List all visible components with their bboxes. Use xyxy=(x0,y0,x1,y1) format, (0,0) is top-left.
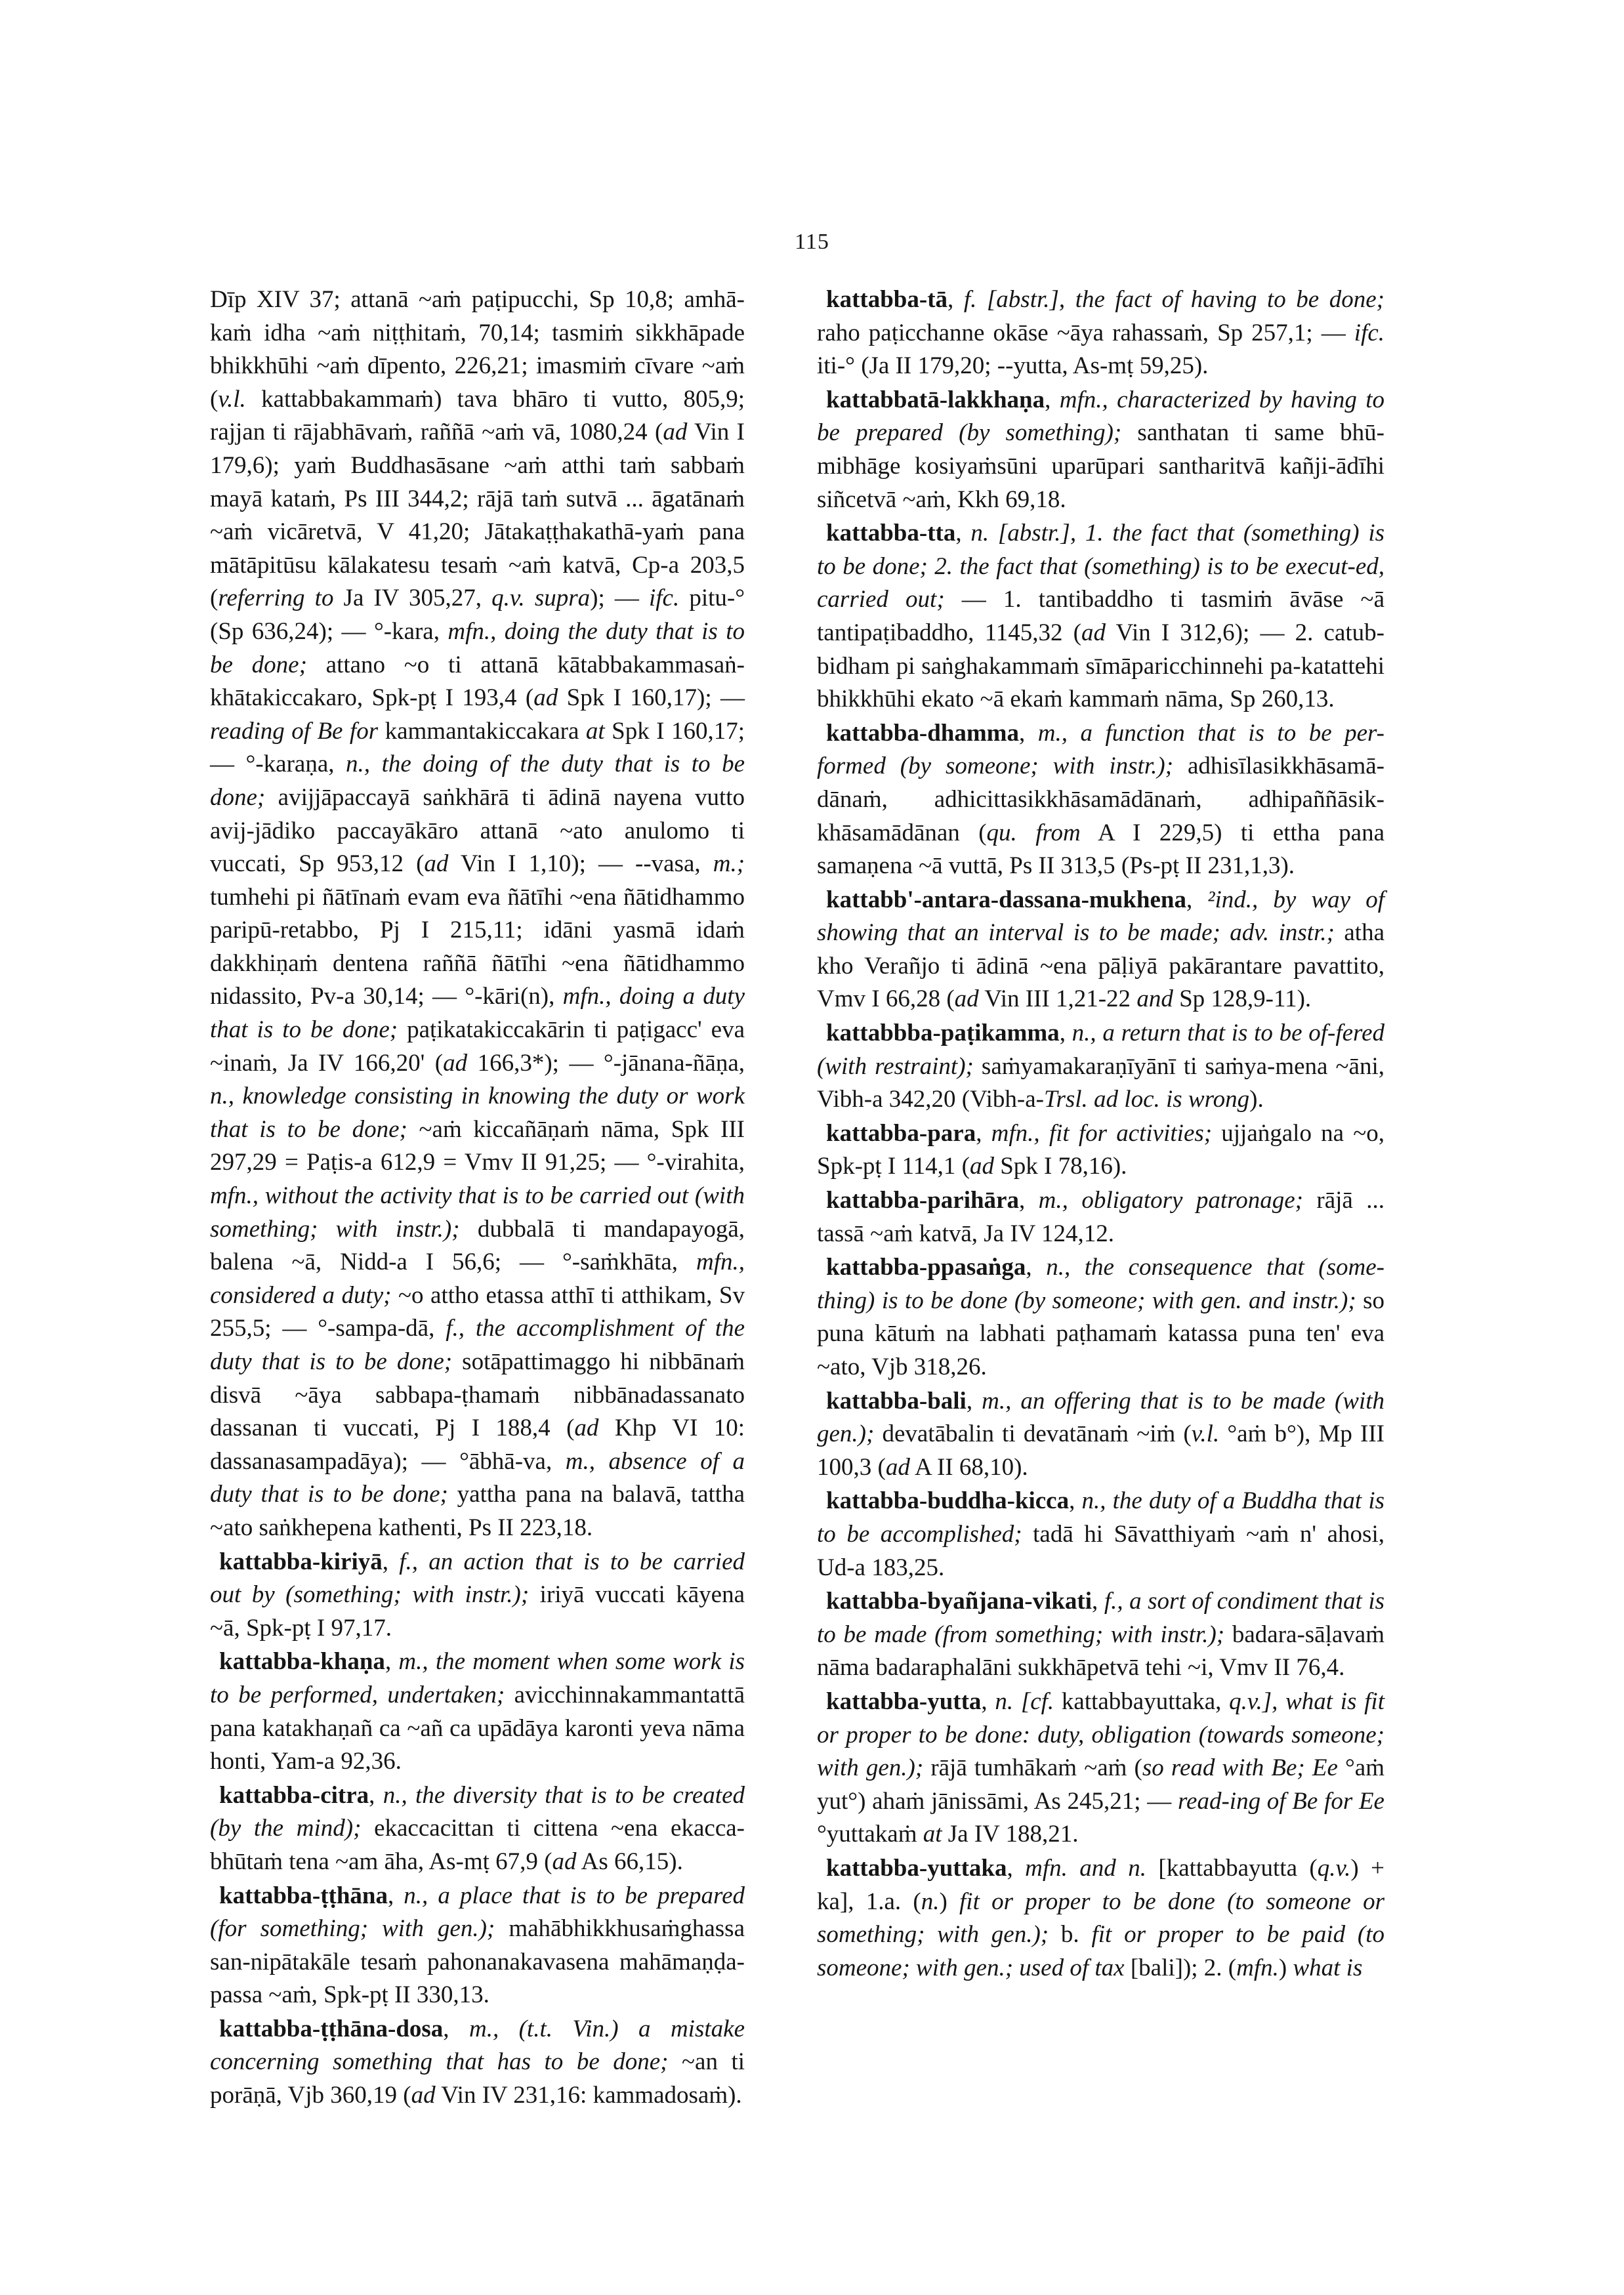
entry-headword: kattabba-khaṇa xyxy=(219,1648,385,1676)
entry-text: A I 229,5) ti ettha pana samaṇena ~ā vuttā, Ps II 313,5 (Ps-pṭ II 231,1,3). xyxy=(817,819,1385,880)
entry-gloss-italic: so read with Be; Ee xyxy=(1142,1754,1338,1782)
entry-continuation xyxy=(210,283,745,1545)
entry-gloss-italic: q.v. xyxy=(1317,1854,1351,1882)
entry-gloss-italic: n. xyxy=(921,1888,940,1915)
entry-text: , xyxy=(1092,1588,1104,1615)
entry-gloss-italic: f. [abstr.], the fact of having to be done; xyxy=(963,286,1385,313)
entry-text: Vin IV 231,16: kammadosaṁ). xyxy=(435,2082,742,2109)
entry-text: pitu-° (Sp 636,24); — °-kara, xyxy=(210,585,745,645)
entry-gloss-italic: n. [cf. xyxy=(995,1687,1054,1715)
entry-text: °aṁ yut°) ahaṁ jānissāmi, As 245,21; — xyxy=(817,1754,1385,1815)
entry-text: rājā ... tassā ~aṁ katvā, Ja IV 124,12. xyxy=(817,1187,1385,1247)
entry-text: sotāpattimaggo hi nibbānaṁ disvā ~āya sabbapa-ṭhamaṁ nibbānadassanato dassanan ti vuccati, Pj I 188,4 ( xyxy=(210,1348,745,1442)
entry-gloss-italic: ad xyxy=(443,1049,468,1077)
entry-gloss-italic: ad xyxy=(969,1153,994,1180)
entry-headword: kattabba-ppasaṅga xyxy=(826,1254,1026,1281)
entry-text: ~o attho etassa atthī ti atthikam, Sv 255,5; — °-sampa-dā, xyxy=(210,1281,745,1342)
entry-text: — 1. tantibaddho ti tasmiṁ āvāse ~ā tantipaṭibaddho, 1145,32 ( xyxy=(817,586,1385,646)
entry-gloss-italic: ad xyxy=(885,1453,910,1481)
entry-gloss-italic: v.l. xyxy=(218,385,246,413)
entry-headword: kattabba-citra xyxy=(219,1781,369,1809)
entry-text: Vin I 1,10); — --vasa, xyxy=(448,850,713,878)
entry-text: Vin I 312,6); — 2. catub-bidham pi saṅghakammaṁ sīmāparicchinnehi pa-katattehi bhikkhūhi ekato ~ā ekaṁ kammaṁ nāma, Sp 260,13. xyxy=(817,619,1385,713)
entry-gloss-italic: read-ing of Be for Ee xyxy=(1178,1787,1385,1815)
entry-text: yattha pana na balavā, tattha ~ato saṅkhepena kathenti, Ps II 223,18. xyxy=(210,1481,745,1541)
entry-text: As 66,15). xyxy=(576,1848,683,1875)
entry-text: , xyxy=(382,1548,400,1575)
entry-gloss-italic: m., the moment when some work is to be performed, undertaken; xyxy=(210,1648,745,1708)
entry-headword: kattabba-dhamma xyxy=(826,719,1019,747)
entry-gloss-italic: n., the doing of the duty that is to be done; xyxy=(210,751,745,811)
entry-text: b. xyxy=(1049,1921,1092,1949)
entry-text: , xyxy=(1069,1487,1082,1515)
entry-headword: kattabba-bali xyxy=(826,1387,967,1415)
entry-headword: kattabba-para xyxy=(826,1119,976,1147)
page-number: 115 xyxy=(795,230,829,254)
entry-gloss-italic: f., the accomplishment of the duty that is to be done; xyxy=(210,1315,745,1375)
entry-gloss-italic: mfn., considered a duty; xyxy=(210,1249,745,1309)
entry-text: atha kho Verañjo ti ādinā ~ena pāḷiyā pakārantare pavattito, Vmv I 66,28 ( xyxy=(817,919,1385,1013)
entry-headword: kattabba-yuttaka xyxy=(826,1854,1007,1882)
entry-text: , xyxy=(1026,1254,1047,1281)
entry-text: , xyxy=(1007,1854,1026,1882)
entry-gloss-italic: mfn., doing the duty that is to be done; xyxy=(210,617,745,678)
entry-gloss-italic: m., (t.t. Vin.) a mistake concerning something that has to be done; xyxy=(210,2015,745,2076)
entry-gloss-italic: ad xyxy=(533,684,558,712)
entry-gloss-italic: at xyxy=(923,1821,942,1848)
entry-text: kammantakiccakara xyxy=(378,717,586,745)
entry-gloss-italic: ²ind., by way of showing that an interval is to be made; adv. instr.; xyxy=(817,886,1385,947)
entry-gloss-italic: mfn., doing a duty that is to be done; xyxy=(210,983,745,1044)
dictionary-entry xyxy=(817,1685,1385,1851)
entry-text: santhatan ti same bhū-mibhāge kosiyaṁsūni uparūpari santharitvā kañji-ādīhi siñcetvā ~aṁ, Kkh 69,18. xyxy=(817,419,1385,513)
entry-gloss-italic: ifc. xyxy=(1354,319,1385,346)
entry-headword: kattabba-ṭṭhāna-dosa xyxy=(219,2015,444,2042)
entry-text: ekaccacittan ti cittena ~ena ekacca-bhūtaṁ tena ~am āha, As-mṭ 67,9 ( xyxy=(210,1815,745,1875)
dictionary-entry xyxy=(817,1585,1385,1685)
entry-gloss-italic: mfn., characterized by having to be prepared (by something); xyxy=(817,386,1385,447)
dictionary-entry xyxy=(817,1117,1385,1184)
entry-text: ). xyxy=(1249,1086,1264,1113)
entry-text: ~an ti porāṇā, Vjb 360,19 ( xyxy=(210,2048,745,2109)
entry-text: saṁyamakaraṇīyānī ti saṁya-mena ~āni, Vibh-a 342,20 (Vibh-a- xyxy=(817,1052,1385,1113)
entry-text: °aṁ b°), Mp III 100,3 ( xyxy=(817,1420,1385,1481)
dictionary-entry xyxy=(210,1880,745,2012)
dictionary-entry xyxy=(817,517,1385,716)
entry-gloss-italic: mfn., without the activity that is to be carried out (with something; with instr.); xyxy=(210,1182,745,1243)
entry-headword: kattabba-ṭṭhāna xyxy=(219,1882,388,1909)
entry-gloss-italic: mfn. and n. xyxy=(1025,1854,1146,1882)
entry-gloss-italic: n., a place that is to be prepared (for something; with gen.); xyxy=(210,1882,745,1943)
dictionary-entry xyxy=(210,1645,745,1778)
entry-text: iriyā vuccati kāyena ~ā, Spk-pṭ I 97,17. xyxy=(210,1581,745,1642)
entry-text: ) + ka], 1.a. ( xyxy=(817,1854,1385,1915)
entry-text: °yuttakaṁ xyxy=(817,1821,923,1848)
entry-gloss-italic: q.v. supra xyxy=(491,585,591,612)
dictionary-entry xyxy=(817,884,1385,1016)
entry-headword: kattabbatā-lakkhaṇa xyxy=(826,386,1045,413)
entry-gloss-italic: q.v.], what is fit or proper to be done: duty, obligation (towards someone; with gen.); xyxy=(817,1687,1385,1782)
dictionary-entry xyxy=(817,1385,1385,1485)
entry-gloss-italic: referring to xyxy=(218,585,334,612)
entry-text: A II 68,10). xyxy=(909,1453,1028,1481)
entry-text: , xyxy=(1186,886,1208,913)
entry-gloss-italic: mfn., fit for activities; xyxy=(991,1119,1213,1147)
entry-text: , xyxy=(1059,1020,1072,1047)
entry-text: tumhehi pi ñātīnaṁ evam eva ñātīhi ~ena ñātidhammo paripū-retabbo, Pj I 215,11; idāni yasmā idaṁ dakkhiṇaṁ dentena raññā ñātīhi ~ena ñātidhammo nidassito, Pv-a 30,14; — °-kāri(n), xyxy=(210,883,745,1010)
entry-text: , xyxy=(369,1781,383,1809)
dictionary-entry xyxy=(817,717,1385,883)
entry-text: , xyxy=(1018,1187,1039,1214)
dictionary-entry xyxy=(817,1017,1385,1117)
entry-gloss-italic: qu. from xyxy=(986,819,1081,846)
entry-text: avicchinnakammantattā pana katakhaṇañ ca ~añ ca upādāya karonti yeva nāma honti, Yam-a 92,36. xyxy=(210,1681,745,1775)
entry-gloss-italic: reading of Be for xyxy=(210,717,379,745)
dictionary-entry xyxy=(817,1485,1385,1584)
right-column xyxy=(817,283,1385,1985)
entry-gloss-italic: m., absence of a duty that is to be done; xyxy=(210,1447,745,1508)
entry-text: adhisīlasikkhāsamā-dānaṁ, adhicittasikkhāsamādānaṁ, adhipaññāsik-khāsamādānan ( xyxy=(817,753,1385,846)
dictionary-entry xyxy=(817,384,1385,516)
entry-gloss-italic: fit or proper to be paid (to someone; with gen.; used of tax xyxy=(817,1921,1385,1981)
entry-text: 166,3*); — °-jānana-ñāṇa, xyxy=(467,1049,745,1077)
entry-text: , xyxy=(1019,719,1038,747)
entry-headword: kattabba-yutta xyxy=(826,1687,982,1715)
entry-gloss-italic: m., an offering that is to be made (with gen.); xyxy=(817,1387,1385,1448)
entry-text: devatābalin ti devatānaṁ ~iṁ ( xyxy=(874,1420,1192,1448)
entry-text: so puna kātuṁ na labhati paṭhamaṁ katassa puna ten' eva ~ato, Vjb 318,26. xyxy=(817,1287,1385,1380)
entry-text: avijjāpaccayā saṅkhārā ti ādinā nayena vutto avij-jādiko paccayākāro attanā ~ato anulomo ti vuccati, Sp 953,12 ( xyxy=(210,783,745,878)
entry-text: , xyxy=(981,1687,995,1715)
entry-headword: kattabba-tta xyxy=(826,520,956,547)
entry-gloss-italic: and xyxy=(1136,985,1173,1013)
entry-gloss-italic: m., a function that is to be per-formed (by someone; with instr.); xyxy=(817,719,1385,780)
entry-text: Spk I 160,17); — xyxy=(558,684,745,712)
entry-gloss-italic: ad xyxy=(424,850,449,878)
entry-headword: kattabba-parihāra xyxy=(826,1187,1019,1214)
entry-gloss-italic: ad xyxy=(411,2082,436,2109)
entry-gloss-italic: f., an action that is to be carried out by (something; with instr.); xyxy=(210,1548,745,1609)
entry-text: rājā tumhākaṁ ~aṁ ( xyxy=(923,1754,1142,1782)
entry-text: paṭikatakiccakārin ti paṭigacc' eva ~inaṁ, Ja IV 166,20' ( xyxy=(210,1016,745,1077)
dictionary-entry xyxy=(817,1852,1385,1985)
entry-text: , xyxy=(976,1119,991,1147)
entry-text: Dīp XIV 37; attanā ~aṁ paṭipucchi, Sp 10,8; amhā-kaṁ idha ~aṁ niṭṭhitaṁ, 70,14; tasmiṁ sikkhāpade bhikkhūhi ~aṁ dīpento, 226,21; imasmiṁ cīvare ~aṁ ( xyxy=(210,286,745,413)
dictionary-entry xyxy=(210,1546,745,1645)
entry-text: raho paṭicchanne okāse ~āya rahassaṁ, Sp 257,1; — xyxy=(817,319,1354,346)
entry-text: Ja IV 305,27, xyxy=(333,585,492,612)
entry-gloss-italic: Trsl. ad loc. is wrong xyxy=(1043,1086,1250,1113)
entry-text: ) xyxy=(1278,1954,1293,1981)
entry-text: Vin III 1,21-22 xyxy=(978,985,1137,1013)
entry-text: ujjaṅgalo na ~o, Spk-pṭ I 114,1 ( xyxy=(817,1119,1385,1180)
entry-gloss-italic: ad xyxy=(1081,619,1106,646)
dictionary-entry xyxy=(817,283,1385,383)
entry-headword: kattabba-buddha-kicca xyxy=(826,1487,1070,1515)
dictionary-entry xyxy=(210,1779,745,1879)
entry-gloss-italic: n., knowledge consisting in knowing the duty or work that is to be done; xyxy=(210,1083,745,1143)
entry-gloss-italic: ad xyxy=(552,1848,577,1875)
entry-text: mahābhikkhusaṁghassa san-nipātakāle tesaṁ pahonanakavasena mahāmaṇḍa-passa ~aṁ, Spk-pṭ II 330,13. xyxy=(210,1915,745,2009)
entry-gloss-italic: mfn. xyxy=(1236,1954,1279,1981)
entry-text: dubbalā ti mandapayogā, balena ~ā, Nidd-a I 56,6; — °-saṁkhāta, xyxy=(210,1215,745,1276)
entry-text: , xyxy=(388,1882,404,1909)
entry-gloss-italic: n. [abstr.], 1. the fact that (something) is to be done; 2. the fact that (something) is to be execut-ed, carried out; xyxy=(817,520,1385,613)
entry-text: [kattabbayutta ( xyxy=(1146,1854,1318,1882)
left-column xyxy=(210,283,745,2113)
entry-text: Ja IV 188,21. xyxy=(942,1821,1079,1848)
entry-gloss-italic: what is xyxy=(1293,1954,1363,1981)
entry-text: iti-° (Ja II 179,20; --yutta, As-mṭ 59,25). xyxy=(817,352,1209,380)
entry-gloss-italic: n., a return that is to be of-fered (with restraint); xyxy=(817,1020,1385,1080)
entry-gloss-italic: ad xyxy=(954,985,979,1013)
entry-text: tadā hi Sāvatthiyaṁ ~aṁ n' ahosi, Ud-a 183,25. xyxy=(817,1520,1385,1581)
entry-headword: kattabbba-paṭikamma xyxy=(826,1020,1060,1047)
entry-headword: kattabba-byañjana-vikati xyxy=(826,1588,1093,1615)
entry-headword: kattabba-kiriyā xyxy=(219,1548,383,1575)
entry-gloss-italic: ifc. xyxy=(648,585,680,612)
entry-headword: kattabb'-antara-dassana-mukhena xyxy=(826,886,1186,913)
entry-gloss-italic: v.l. xyxy=(1191,1420,1220,1448)
entry-text: kattabbayuttaka, xyxy=(1054,1687,1230,1715)
entry-text: [bali]); 2. ( xyxy=(1124,1954,1237,1981)
entry-text: Spk I 78,16). xyxy=(993,1153,1127,1180)
entry-gloss-italic: m.; xyxy=(713,850,745,878)
entry-gloss-italic: fit or proper to be done (to someone or something; with gen.); xyxy=(817,1888,1385,1949)
entry-text: badara-sāḷavaṁ nāma badaraphalāni sukkhāpetvā tehi ~i, Vmv II 76,4. xyxy=(817,1621,1385,1682)
entry-text: , xyxy=(443,2015,469,2042)
entry-text: kattabbakammaṁ) tava bhāro ti vutto, 805,9; rajjan ti rājabhāvaṁ, raññā ~aṁ vā, 1080,24 ( xyxy=(210,385,745,446)
entry-gloss-italic: n., the duty of a Buddha that is to be accomplished; xyxy=(817,1487,1385,1548)
entry-text: , xyxy=(966,1387,982,1415)
entry-text: attano ~o ti attanā kātabbakammasaṅ-khātakiccakaro, Spk-pṭ I 193,4 ( xyxy=(210,651,745,712)
entry-text: , xyxy=(947,286,964,313)
entry-gloss-italic: n., the diversity that is to be created (by the mind); xyxy=(210,1781,745,1842)
entry-text: ~aṁ kiccañāṇaṁ nāma, Spk III 297,29 = Paṭis-a 612,9 = Vmv II 91,25; — °-virahita, xyxy=(210,1115,745,1176)
entry-gloss-italic: at xyxy=(585,717,605,745)
entry-headword: kattabba-tā xyxy=(826,286,948,313)
dictionary-entry xyxy=(210,2013,745,2113)
entry-gloss-italic: ad xyxy=(663,419,688,446)
entry-text: ); — xyxy=(590,585,649,612)
entry-text: , xyxy=(1045,386,1060,413)
entry-text: Spk I 160,17; — °-karaṇa, xyxy=(210,717,745,778)
dictionary-entry xyxy=(817,1251,1385,1384)
dictionary-entry xyxy=(817,1184,1385,1251)
entry-gloss-italic: n., the consequence that (some-thing) is to be done (by someone; with gen. and instr.); xyxy=(817,1254,1385,1314)
entry-text: Khp VI 10: dassanasampadāya); — °ābhā-va, xyxy=(210,1415,745,1475)
entry-text: ) xyxy=(939,1888,960,1915)
entry-text: , xyxy=(955,520,971,547)
entry-gloss-italic: ad xyxy=(574,1415,599,1442)
entry-text: , xyxy=(385,1648,399,1676)
entry-text: Sp 128,9-11). xyxy=(1173,985,1312,1013)
entry-gloss-italic: f., a sort of condiment that is to be made (from something; with instr.); xyxy=(817,1588,1385,1648)
entry-gloss-italic: m., obligatory patronage; xyxy=(1038,1187,1303,1214)
entry-text: Vin I 179,6); yaṁ Buddhasāsane ~aṁ atthi taṁ sabbaṁ mayā kataṁ, Ps III 344,2; rājā taṁ sutvā ... āgatānaṁ ~aṁ vicāretvā, V 41,20; Jātakaṭṭhakathā-yaṁ pana mātāpitūsu kālakatesu tesaṁ ~aṁ katvā, Cp-a 203,5 ( xyxy=(210,419,745,612)
